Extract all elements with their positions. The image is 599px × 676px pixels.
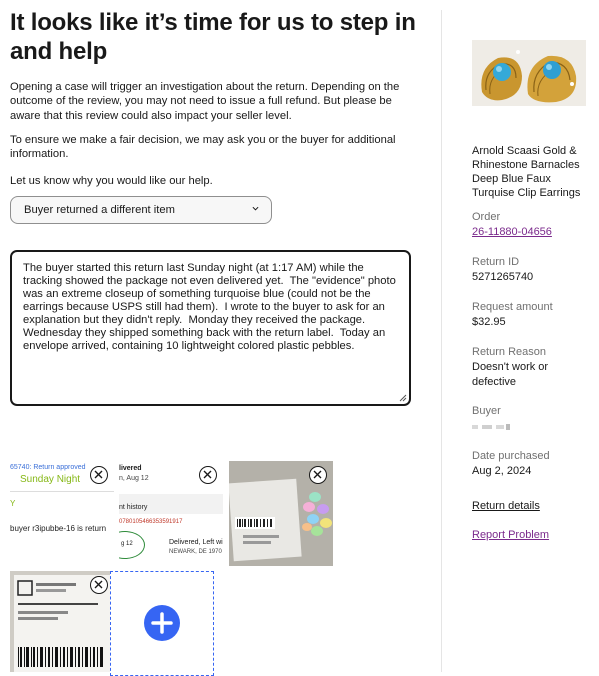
return-details-link[interactable]: Return details [472, 500, 540, 512]
return-id-label: Return ID [472, 256, 520, 268]
buyer-label: Buyer [472, 405, 501, 417]
reason-prompt: Let us know why you would like our help. [10, 175, 213, 187]
remove-attachment-button[interactable] [309, 466, 327, 484]
product-title[interactable]: Arnold Scaasi Gold & Rhinestone Barnacles Deep Blue Faux Turquise Clip Earrings [472, 145, 581, 199]
request-amount-value: $32.95 [472, 316, 506, 328]
thumb2-text: NEWARK, DE 1970 [169, 549, 222, 555]
thumb1-text: buyer r3ipubbe-16 is return [10, 524, 107, 533]
return-reason-value: Doesn't work or defective [472, 361, 549, 388]
add-attachment-button[interactable] [110, 571, 214, 676]
plus-icon [144, 605, 180, 641]
remove-attachment-button[interactable] [199, 466, 217, 484]
thumb1-text: 65740: Return approved [10, 464, 86, 471]
vertical-divider [441, 10, 442, 672]
thumb2-text: 0780105466353591917 [119, 519, 183, 525]
remove-attachment-button[interactable] [90, 576, 108, 594]
close-icon [203, 470, 212, 479]
return-reason-label: Return Reason [472, 346, 546, 358]
page-title: It looks like it’s time for us to step in and help [10, 9, 416, 65]
thumb2-text: Delivered, Left wi [169, 539, 223, 546]
report-problem-link[interactable]: Report Problem [472, 529, 550, 541]
date-purchased-value: Aug 2, 2024 [472, 465, 532, 477]
close-icon [313, 470, 322, 479]
buyer-name-redacted [472, 423, 512, 431]
thumb2-text: nt history [119, 504, 148, 511]
thumb2-text: n, Aug 12 [119, 475, 149, 482]
order-number-link[interactable]: 26-11880-04656 [472, 226, 552, 238]
date-purchased-label: Date purchased [472, 450, 550, 462]
request-amount-label: Request amount [472, 301, 553, 313]
thumb1-mark: Y [10, 499, 16, 508]
case-info-paragraph: Opening a case will trigger an investigation about the return. Depending on the outcome of the review, you may not need to issue a full refund. But please be aware that this review could also impact your seller level. [10, 81, 400, 122]
message-text: The buyer started this return last Sunday night (at 1:17 AM) while the tracking showed the package not even delivered yet. The "evidence" photo was an extreme closeup of something turquoise blue (could not be the earrings because USPS still had them). I wrote to the buyer to ask for an explanation but they didn't reply. Monday they received the package. Wednesday they shipped something back with the return label. Today an envelope arrived, containing 10 lightweight colored plastic pebbles. [23, 262, 399, 352]
thumb1-divider [10, 491, 114, 492]
message-textarea[interactable] [10, 250, 411, 406]
remove-attachment-button[interactable] [90, 466, 108, 484]
resize-handle-icon[interactable] [399, 394, 407, 402]
chevron-down-icon [252, 205, 259, 212]
reason-select-value: Buyer returned a different item [24, 204, 175, 216]
close-icon [94, 580, 103, 589]
return-id-value: 5271265740 [472, 271, 534, 283]
order-label: Order [472, 211, 501, 223]
fair-decision-paragraph: To ensure we make a fair decision, we may ask you or the buyer for additional information. [10, 134, 396, 161]
thumb2-text: g 12 [121, 541, 133, 547]
close-icon [94, 470, 103, 479]
earrings-image[interactable] [472, 40, 586, 106]
reason-select[interactable] [10, 196, 272, 224]
thumb1-text: Sunday Night [20, 474, 81, 485]
thumb2-text: livered [119, 465, 142, 472]
